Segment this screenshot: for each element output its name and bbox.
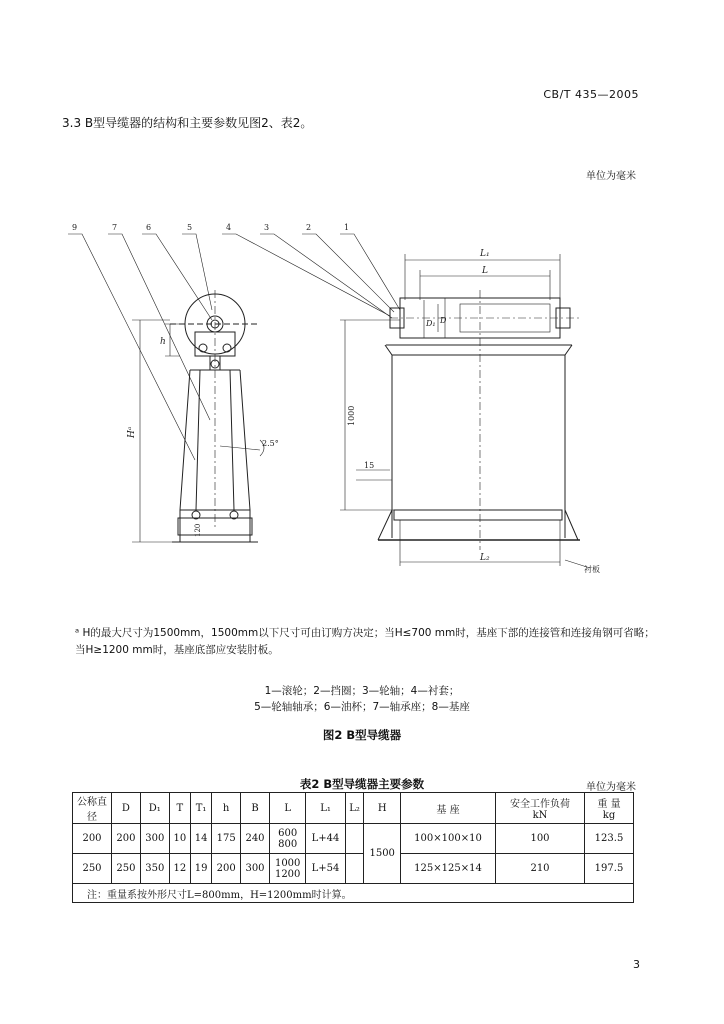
figure-caption: 图2 B型导缆器 <box>322 728 402 742</box>
standard-code: CB/T 435—2005 <box>543 88 639 101</box>
cell-T1: 14 <box>190 824 211 854</box>
cell-B: 300 <box>241 854 270 884</box>
figure-unit-note: 单位为毫米 <box>586 171 636 182</box>
label-1000: 1000 <box>347 405 356 426</box>
label-liner: 衬板 <box>584 565 600 574</box>
figure-2-drawing <box>60 220 600 580</box>
label-15: 15 <box>364 461 375 470</box>
cell-load: 100 <box>496 824 585 854</box>
cell-D: 250 <box>112 854 141 884</box>
table-note-row <box>73 884 634 903</box>
label-angle: 2.5° <box>262 439 279 448</box>
callout-2: 2 <box>306 223 312 232</box>
table-unit-note: 单位为毫米 <box>586 782 636 793</box>
table-row <box>73 824 634 854</box>
cell-load: 210 <box>496 854 585 884</box>
callout-labels <box>72 223 349 232</box>
label-L1: L₁ <box>480 249 490 259</box>
parameters-table <box>72 792 634 903</box>
front-view <box>340 254 590 568</box>
cell-H: 1500 <box>364 824 401 884</box>
side-view <box>132 290 264 542</box>
cell-L1: L+54 <box>306 854 345 884</box>
cell-weight: 123.5 <box>585 824 634 854</box>
cell-nominal: 250 <box>73 854 112 884</box>
header-L2: L₂ <box>345 793 364 824</box>
label-D: D <box>440 316 447 325</box>
cell-weight: 197.5 <box>585 854 634 884</box>
label-D1: D₁ <box>426 319 436 328</box>
header-H: H <box>364 793 401 824</box>
callout-1: 1 <box>344 223 350 232</box>
header-weight: 重 量 kg <box>585 793 634 824</box>
callout-4: 4 <box>226 223 232 232</box>
section-heading: 3.3 B型导缆器的结构和主要参数见图2、表2。 <box>62 116 313 130</box>
cell-nominal: 200 <box>73 824 112 854</box>
header-D1: D₁ <box>140 793 169 824</box>
header-B: B <box>241 793 270 824</box>
legend-line-1: 1—滚轮；2—挡圈；3—轮轴；4—衬套； <box>264 685 460 697</box>
cell-D1: 300 <box>140 824 169 854</box>
cell-L: 1000 1200 <box>269 854 305 884</box>
label-120: 120 <box>194 523 202 537</box>
cell-L2 <box>345 854 364 884</box>
cell-T: 12 <box>169 854 190 884</box>
header-T: T <box>169 793 190 824</box>
cell-L1: L+44 <box>306 824 345 854</box>
header-L1: L₁ <box>306 793 345 824</box>
cell-h: 200 <box>212 854 241 884</box>
figure-footnote: ᵃ H的最大尺寸为1500mm，1500mm以下尺寸可由订购方决定；当H≤700 mm时，基座下部的连接管和连接角钢可省略；当H≥1200 mm时，基座底部应安装肘板。 <box>75 627 655 656</box>
table-caption: 表2 B型导缆器主要参数 <box>299 777 425 791</box>
cell-T: 10 <box>169 824 190 854</box>
label-L2: L₂ <box>480 553 490 563</box>
cell-base: 125×125×14 <box>401 854 496 884</box>
callout-5: 5 <box>187 223 193 232</box>
table-header-row <box>73 793 634 824</box>
table-note: 注：重量系按外形尺寸L=800mm，H=1200mm时计算。 <box>73 884 634 903</box>
header-D: D <box>112 793 141 824</box>
legend-line-2: 5—轮轴轴承；6—油杯；7—轴承座；8—基座 <box>254 701 470 713</box>
table-row <box>73 854 634 884</box>
cell-T1: 19 <box>190 854 211 884</box>
header-h: h <box>212 793 241 824</box>
callout-9: 9 <box>72 223 78 232</box>
cell-h: 175 <box>212 824 241 854</box>
label-h: h <box>160 337 166 347</box>
callout-6: 6 <box>146 223 152 232</box>
header-nominal: 公称直径 <box>73 793 112 824</box>
cell-D1: 350 <box>140 854 169 884</box>
cell-L2 <box>345 824 364 854</box>
header-base: 基 座 <box>401 793 496 824</box>
cell-D: 200 <box>112 824 141 854</box>
page-number: 3 <box>633 958 640 971</box>
label-H: Hᵃ <box>127 426 137 438</box>
cell-L: 600 800 <box>269 824 305 854</box>
label-L: L <box>482 266 488 276</box>
cell-B: 240 <box>241 824 270 854</box>
cell-base: 100×100×10 <box>401 824 496 854</box>
header-load: 安全工作负荷 kN <box>496 793 585 824</box>
header-T1: T₁ <box>190 793 211 824</box>
header-L: L <box>269 793 305 824</box>
callout-7: 7 <box>112 223 118 232</box>
callout-3: 3 <box>264 223 270 232</box>
